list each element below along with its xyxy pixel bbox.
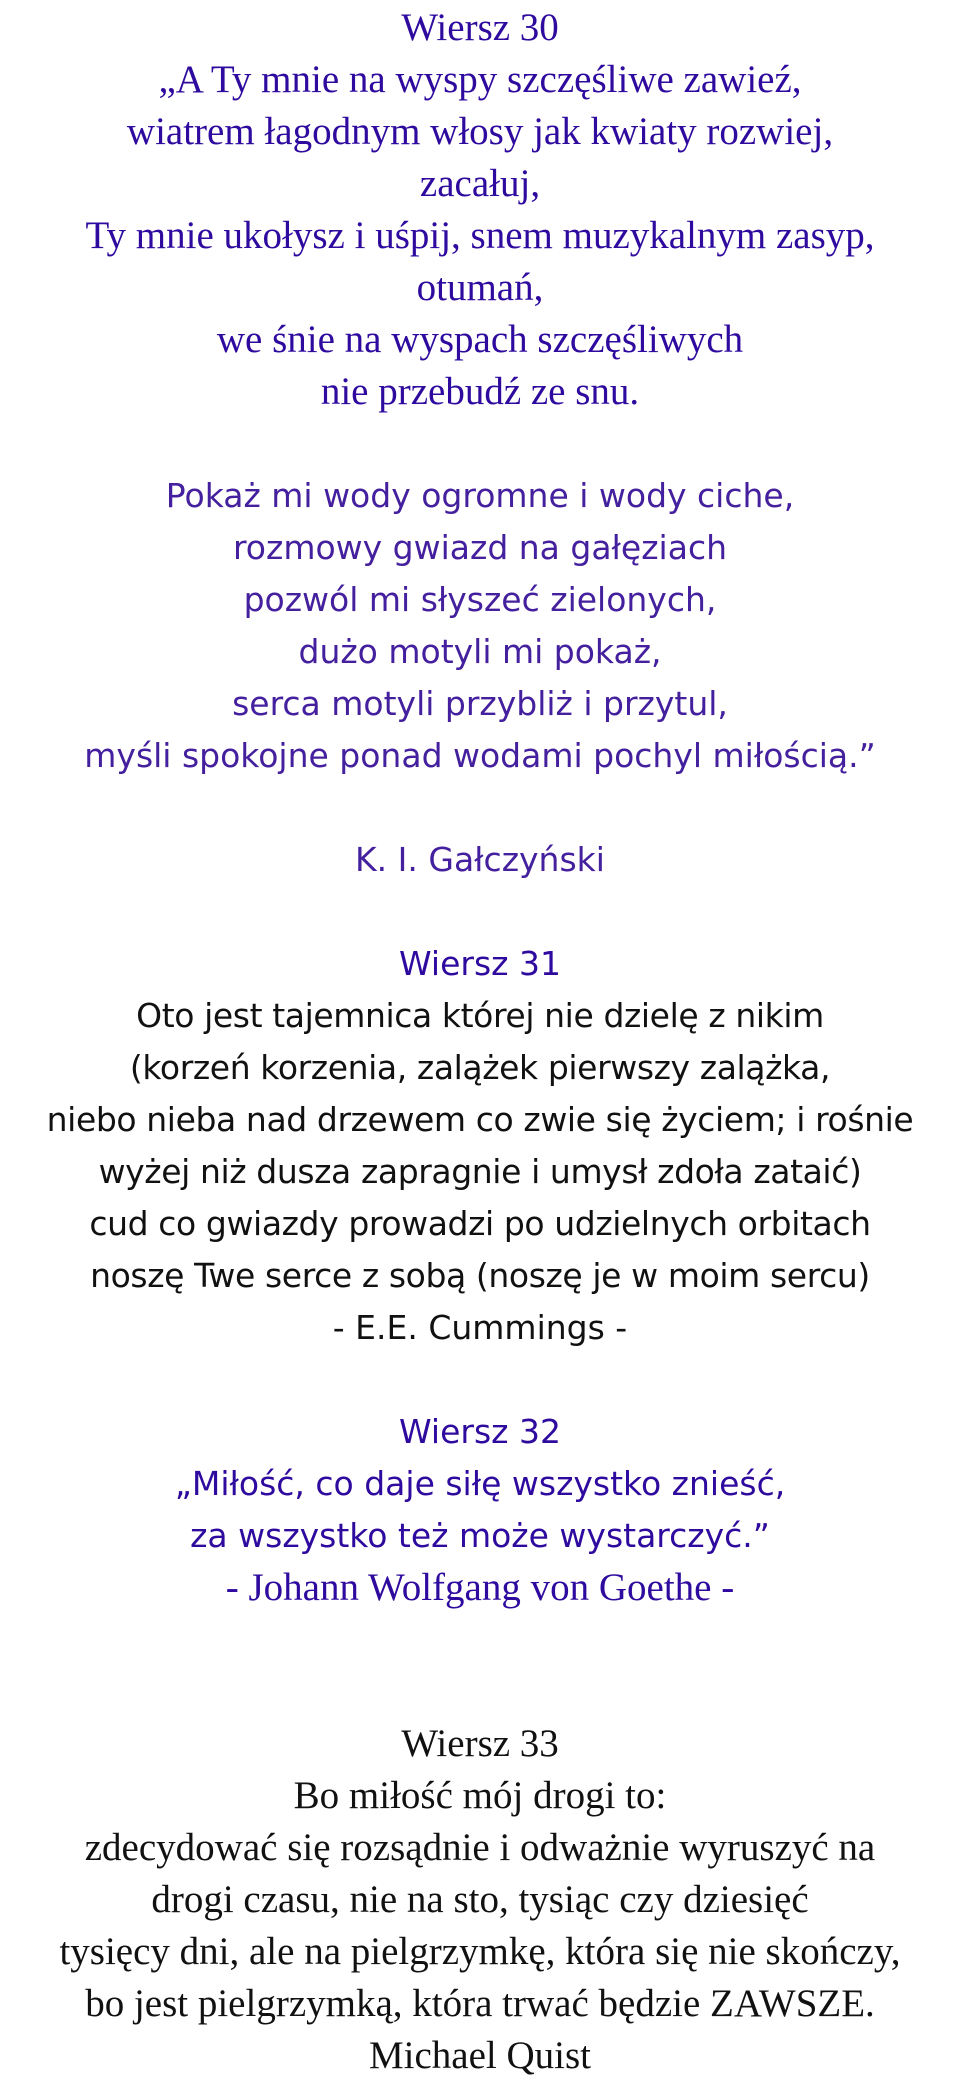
poem-line: za wszystko też może wystarczyć.” (190, 1516, 770, 1555)
poem-line: tysięcy dni, ale na pielgrzymkę, która się nie skończy, (59, 1930, 901, 1973)
poem-author: Michael Quist (368, 2034, 592, 2077)
section-spacer (0, 886, 960, 938)
poem-line: rozmowy gwiazd na gałęziach (232, 528, 728, 567)
poem-line: serca motyli przybliż i przytul, (232, 684, 728, 723)
poem-line: Ty mnie ukołysz i uśpij, snem muzykalnym zasyp, (85, 214, 875, 257)
poem-line: Bo miłość mój drogi to: (293, 1774, 667, 1817)
poem-line: noszę Twe serce z sobą (noszę je w moim sercu) (90, 1256, 870, 1295)
poem-line: zacałuj, (419, 162, 541, 205)
poem-line: cud co gwiazdy prowadzi po udzielnych orbitach (89, 1204, 871, 1243)
poem-line: wiatrem łagodnym włosy jak kwiaty rozwiej, (126, 110, 834, 153)
poem-line: „Miłość, co daje siłę wszystko znieść, (174, 1464, 786, 1503)
poem-line: nie przebudź ze snu. (320, 370, 640, 413)
poem-32 (0, 1406, 960, 1614)
poem-33 (0, 1718, 960, 2082)
poem-30 (0, 2, 960, 886)
poem-line: myśli spokojne ponad wodami pochyl miłością.” (84, 736, 876, 775)
poem-line: wyżej niż dusza zapragnie i umysł zdoła zataić) (98, 1152, 862, 1191)
section-spacer (0, 1692, 960, 1718)
poem-line: dużo motyli mi pokaż, (298, 632, 662, 671)
poem-line: Oto jest tajemnica której nie dzielę z nikim (136, 996, 824, 1035)
poem-line: drogi czasu, nie na sto, tysiąc czy dziesięć (151, 1878, 809, 1921)
poem-author: - E.E. Cummings - (332, 1308, 628, 1347)
poem-line: Pokaż mi wody ogromne i wody ciche, (165, 476, 795, 515)
poem-31 (0, 938, 960, 1354)
poem-title: Wiersz 32 (399, 1412, 561, 1451)
stanza-spacer (0, 418, 960, 470)
poem-line: zdecydować się rozsądnie i odważnie wyruszyć na (84, 1826, 876, 1869)
poem-title: Wiersz 31 (399, 944, 561, 983)
poem-line: „A Ty mnie na wyspy szczęśliwe zawieź, (158, 58, 802, 101)
poem-line: otumań, (416, 266, 544, 309)
poem-line: pozwól mi słyszeć zielonych, (243, 580, 717, 619)
stanza-spacer (0, 782, 960, 834)
poem-line: we śnie na wyspach szczęśliwych (216, 318, 744, 361)
poem-title: Wiersz 30 (401, 6, 559, 49)
poem-author: - Johann Wolfgang von Goethe - (225, 1566, 735, 1609)
poem-line: niebo nieba nad drzewem co zwie się życiem; i rośnie (46, 1100, 914, 1139)
poem-line: bo jest pielgrzymką, która trwać będzie ZAWSZE. (85, 1982, 875, 2025)
poem-line: (korzeń korzenia, zalążek pierwszy zalążka, (129, 1048, 831, 1087)
section-spacer (0, 1354, 960, 1406)
poem-title: Wiersz 33 (401, 1722, 559, 1765)
poem-author: K. I. Gałczyński (355, 840, 605, 879)
section-spacer (0, 1614, 960, 1692)
